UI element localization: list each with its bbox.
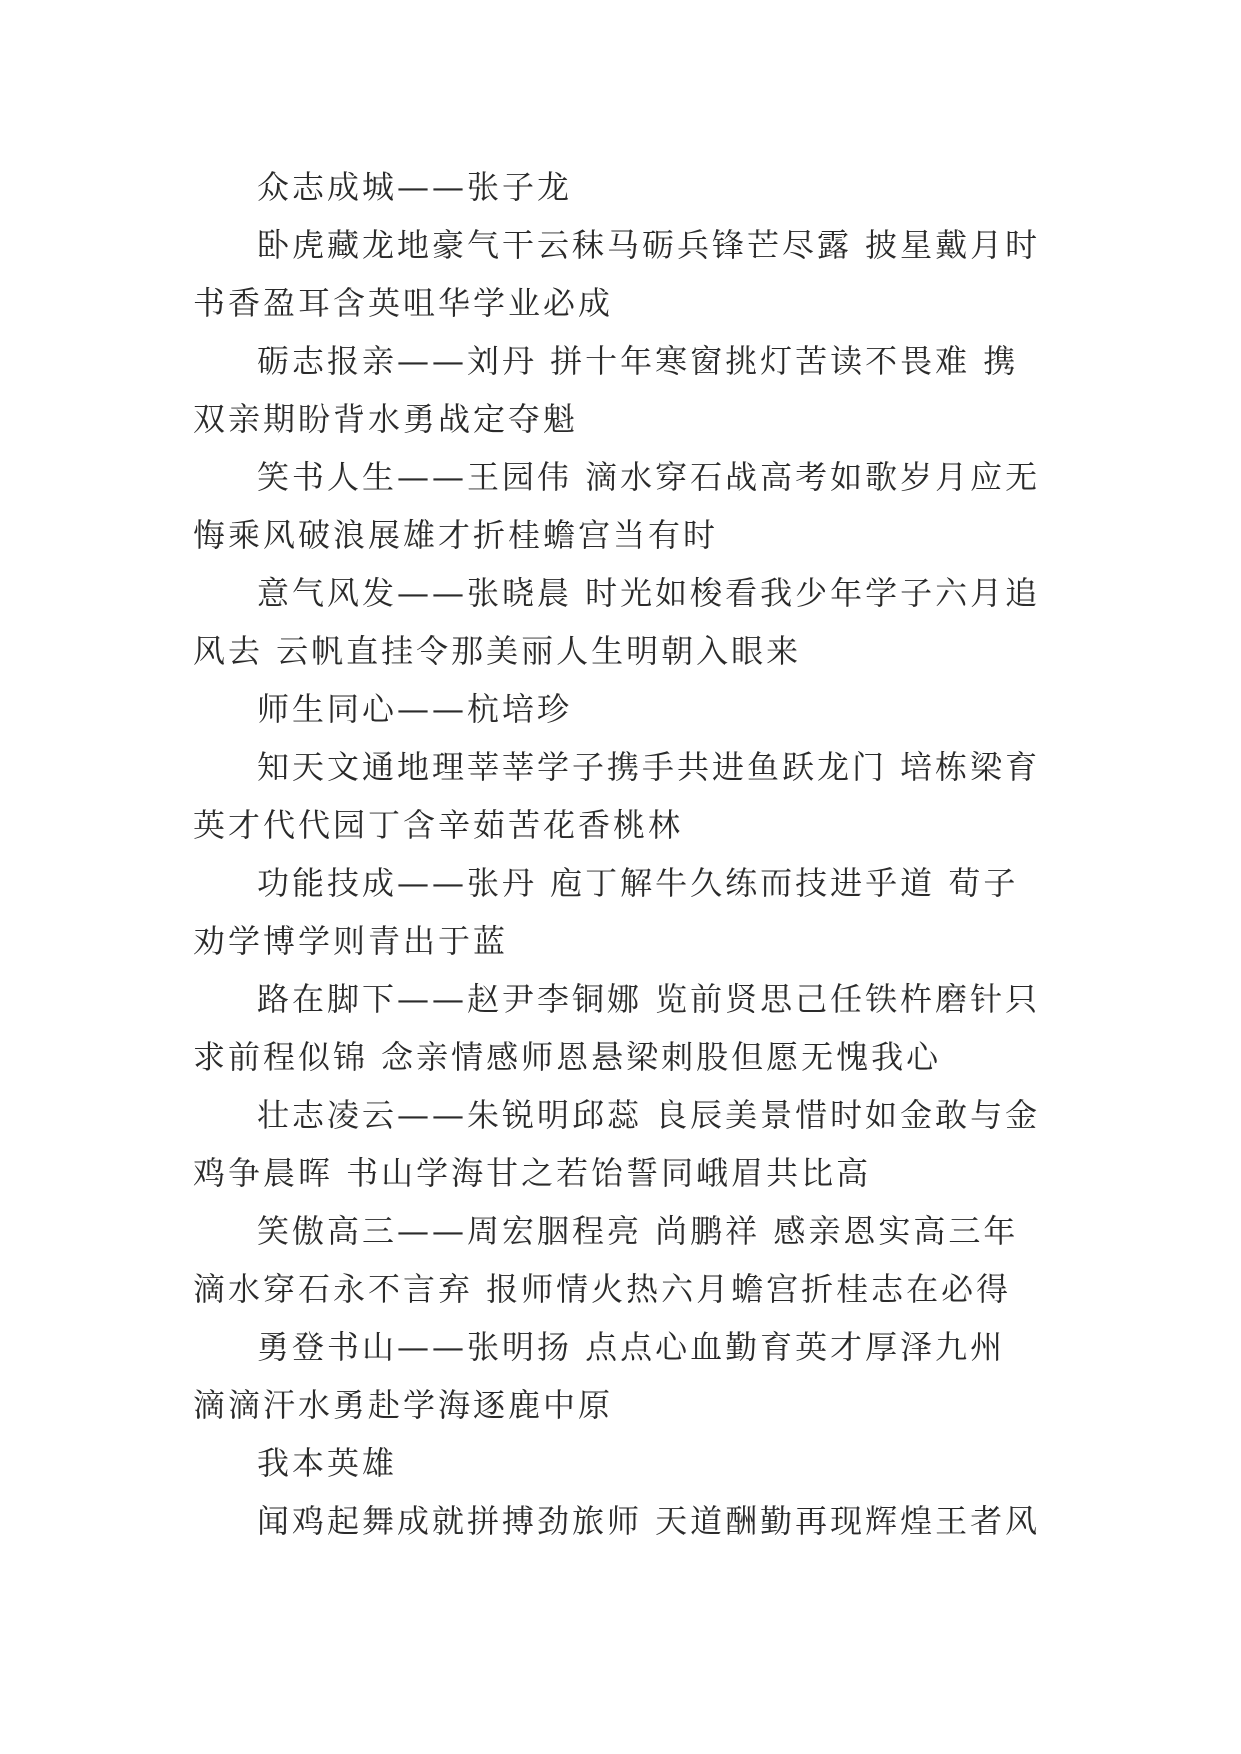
paragraph-11: 笑傲高三——周宏胭程亮 尚鹏祥 感亲恩实高三年滴水穿石永不言弃 报师情火热六月蟾宫折桂志在必得 [193, 1212, 1019, 1308]
paragraph-13: 我本英雄 [257, 1444, 398, 1482]
paragraph-9: 路在脚下——赵尹李铜娜 览前贤思己任铁杵磨针只求前程似锦 念亲情感师恩悬梁刺股但愿无愧我心 [193, 980, 1041, 1076]
paragraph-12: 勇登书山——张明扬 点点心血勤育英才厚泽九州 滴滴汗水勇赴学海逐鹿中原 [193, 1328, 1006, 1424]
paragraph-3: 砺志报亲——刘丹 拼十年寒窗挑灯苦读不畏难 携双亲期盼背水勇战定夺魁 [193, 342, 1019, 438]
paragraph-4: 笑书人生——王园伟 滴水穿石战高考如歌岁月应无悔乘风破浪展雄才折桂蟾宫当有时 [193, 458, 1041, 554]
paragraph-14: 闻鸡起舞成就拼搏劲旅师 天道酬勤再现辉煌王者风 [257, 1502, 1041, 1540]
paragraph-8: 功能技成——张丹 庖丁解牛久练而技进乎道 荀子劝学博学则青出于蓝 [193, 864, 1019, 960]
paragraph-5: 意气风发——张晓晨 时光如梭看我少年学子六月追风去 云帆直挂令那美丽人生明朝入眼来 [193, 574, 1041, 670]
paragraph-6: 师生同心——杭培珍 [257, 690, 573, 728]
paragraph-10: 壮志凌云——朱锐明邱蕊 良辰美景惜时如金敢与金鸡争晨晖 书山学海甘之若饴誓同峨眉共比高 [193, 1096, 1041, 1192]
paragraph-7: 知天文通地理莘莘学子携手共进鱼跃龙门 培栋梁育英才代代园丁含辛茹苦花香桃林 [193, 748, 1041, 844]
document-body [193, 158, 1053, 1550]
paragraph-2: 卧虎藏龙地豪气干云秣马砺兵锋芒尽露 披星戴月时书香盈耳含英咀华学业必成 [193, 226, 1041, 322]
paragraph-1: 众志成城——张子龙 [257, 168, 573, 206]
